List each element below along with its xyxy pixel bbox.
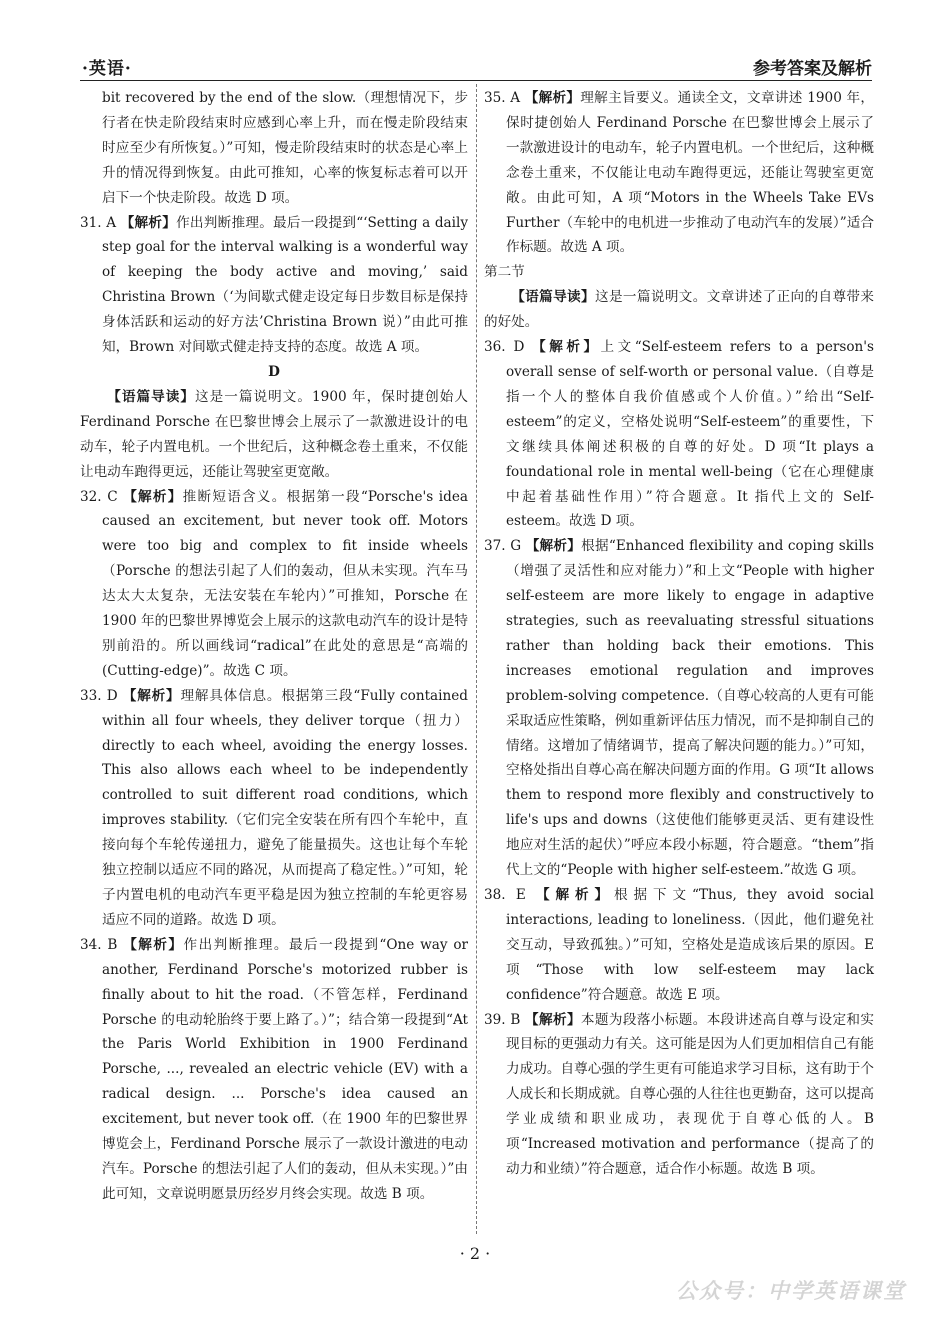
answer-30-continued: bit recovered by the end of the slow.（理想情况下，步行者在快走阶段结束时应感到心率上升，而在慢走阶段结束时应至少有所恢复。）”可知，慢走阶段结束时的状态是心率上升的情况得到恢复。由此可推知，心率的恢复标志着可以开启下一个快走阶段。故选 D 项。: [102, 90, 468, 206]
answer-35: [484, 86, 874, 260]
answer-text: 上文“Self-esteem refers to a person's overall sense of self-worth or personal value.（自尊是指一个人的整体自我价值感或个人价值。）”给出“Self-esteem”的定义，空格处说明“Self-esteem”的重要性，下文继续具体阐述积极的自尊的好处。D 项“It plays a foundational role in mental well-being（它在心理健康中起着基础性作用）”符合题意。It 指代上文的 Self-esteem。故选 D 项。: [506, 339, 874, 530]
analysis-tag: 【解析】: [525, 1011, 581, 1028]
answer-31: [80, 211, 468, 360]
section-title-d: D: [268, 363, 280, 380]
page-number: · 2 ·: [459, 1244, 491, 1263]
passage-intro-section2: [484, 285, 874, 335]
answer-number: 31. A: [80, 214, 117, 231]
answer-37: [484, 534, 874, 883]
analysis-tag: 【解析】: [536, 887, 614, 903]
answer-number: 39. B: [484, 1011, 521, 1028]
passage-intro-d: [80, 385, 468, 485]
analysis-tag: 【解析】: [524, 90, 581, 106]
answer-36: [484, 335, 874, 534]
answer-number: 37. G: [484, 538, 522, 555]
answer-number: 32. C: [80, 488, 118, 505]
analysis-tag: 【解析】: [532, 339, 601, 356]
analysis-tag: 【解析】: [122, 687, 181, 704]
watermark: 公众号：中学英语课堂: [676, 1278, 906, 1303]
left-column: [80, 86, 468, 1207]
answer-number: 35. A: [484, 90, 521, 106]
answer-number: 34. B: [80, 936, 118, 953]
answer-number: 36. D: [484, 339, 525, 356]
answer-text: 理解具体信息。根据第三段“Fully contained within all four wheels, they deliver torque（扭力）directly to each wheel, avoiding the energy losses. This also allows each wheel to be independently controlled to suit different road conditions, which improves stability.（它们完全安装在所有四个车轮中，直接向每个车轮传递扭力，避免了能量损失。这也让每个车轮独立控制以适应不同的路况，从而提高了稳定性。）”可知，轮子内置电机的电动汽车更平稳是因为独立控制的车轮更容易适应不同的道路。故选 D 项。: [102, 687, 468, 928]
answer-text: 根据“Enhanced flexibility and coping skills（增强了灵活性和应对能力）”和上文“People with higher self-esteem are more likely to engage in adaptive strategies, such as reevaluating stressful situations rather than holding back their emotions. This increases emotional regulation and improves problem-solving competence.（自尊心较高的人更有可能采取适应性策略，例如重新评估压力情况，而不是抑制自己的情绪。这增加了情绪调节，提高了解决问题的能力。）”可知，空格处指出自尊心高在解决问题方面的作用。G 项“It allows them to respond more flexibly and constructively to life's ups and downs（这使他们能够更灵活、更有建设性地应对生活的起伏）”呼应本段小标题，符合题意。“them”指代上文的“People with higher self-esteem.”故选 G 项。: [506, 538, 875, 879]
answer-text: 根据下文“Thus, they avoid social interactions, leading to loneliness.（因此，他们避免社交互动，导致孤独。）”可知，空格处是造成该后果的原因。E 项“Those with low self-esteem may lack confidence”符合题意。故选 E 项。: [506, 887, 874, 1003]
answer-text: 理解主旨要义。通读全文，文章讲述 1900 年，保时捷创始人 Ferdinand Porsche 在巴黎世博会上展示了一款激进设计的电动车，轮子内置电机。一个世纪后，这种概念卷土重来，不仅能让电动车跑得更远，还能让驾驶室更宽敞。由此可知，A 项“Motors in the Wheels Take EVs Further（车轮中的电机进一步推动了电动汽车的发展）”适合作标题。故选 A 项。: [506, 90, 874, 256]
intro-tag: 【语篇导读】: [511, 289, 595, 306]
answer-text: 作出判断推理。最后一段提到“‘Setting a daily step goal for the interval walking is a wonderful way of keeping the body active and moving,’ said Christina Brown（‘为间歇式健走设定每日步数目标是保持身体活跃和运动的好方法’Christina Brown 说）”由此可推知，Brown 对间歇式健走持支持的态度。故选 A 项。: [102, 214, 469, 356]
answer-34: [80, 933, 468, 1207]
answer-number: 38. E: [484, 887, 526, 903]
answer-33: [80, 684, 468, 933]
page-title: 参考答案及解析: [753, 59, 872, 79]
answer-number: 33. D: [80, 687, 118, 704]
subject-label: ·英语·: [82, 59, 132, 79]
answer-text: 本题为段落小标题。本段讲述高自尊与设定和实现目标的更强动力有关。这可能是因为人们更加相信自己有能力成功。自尊心强的学生更有可能追求学习目标，这有助于个人成长和长期成就。自尊心强的人往往也更勤奋，这可以提高学业成绩和职业成功，表现优于自尊心低的人。B 项“Increased motivation and performance（提高了的动力和业绩）”符合题意，适合作小标题。故选 B 项。: [506, 1011, 874, 1177]
analysis-tag: 【解析】: [525, 538, 582, 555]
intro-text: 这是一篇说明文。文章讲述了正向的自尊带来的好处。: [484, 289, 874, 331]
intro-tag: 【语篇导读】: [107, 388, 195, 405]
right-column: [484, 86, 874, 1182]
analysis-tag: 【解析】: [120, 214, 177, 231]
answer-39: [484, 1008, 874, 1182]
page-header: [80, 50, 872, 81]
answer-32: [80, 485, 468, 684]
answer-38: [484, 883, 874, 1008]
intro-text: 这是一篇说明文。1900 年，保时捷创始人 Ferdinand Porsche 在巴黎世博会上展示了一款激进设计的电动车，轮子内置电机。一个世纪后，这种概念卷土重来，不仅能让电动车跑得更远，还能让驾驶室更宽敞。: [80, 388, 469, 480]
analysis-tag: 【解析】: [123, 488, 183, 505]
answer-text: 推断短语含义。根据第一段“Porsche's idea caused an excitement, but never took off. Motors were too big and complex to fit inside wheels（Porsche 的想法引起了人们的轰动，但从未实现。汽车马达太大太复杂，无法安装在车轮内）”可推知，Porsche 在 1900 年的巴黎世界博览会上展示的这款电动汽车的设计是特别前沿的。所以画线词“radical”在此处的意思是“高端的(Cutting-edge)”。故选 C 项。: [102, 488, 468, 679]
column-divider: [476, 84, 477, 1234]
section-two-label: 第二节: [484, 264, 525, 281]
answer-text: 作出判断推理。最后一段提到“One way or another, Ferdinand Porsche's motorized rubber is finally about to hit the road.（不管怎样，Ferdinand Porsche 的电动轮胎终于要上路了。）”；结合第一段提到“At the Paris World Exhibition in 1900 Ferdinand Porsche, ..., revealed an electric vehicle (EV) with a radical design. ... Porsche's idea caused an excitement, but never took off.（在 1900 年的巴黎世界博览会上，Ferdinand Porsche 展示了一款设计激进的电动汽车。Porsche 的想法引起了人们的轰动，但从未实现。）”由此可知，文章说明愿景历经岁月终会实现。故选 B 项。: [102, 936, 468, 1202]
analysis-tag: 【解析】: [123, 936, 184, 953]
